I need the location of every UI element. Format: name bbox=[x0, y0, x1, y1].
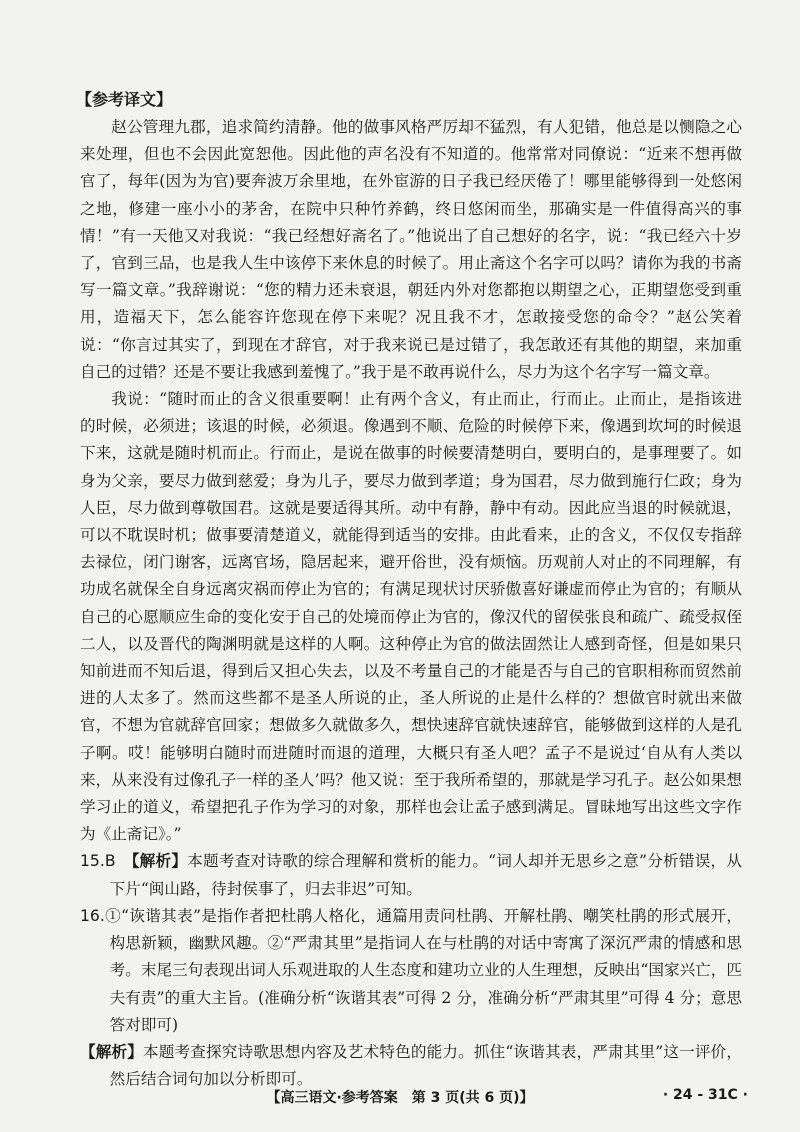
translation-paragraph-1: 赵公管理九郡，追求简约清静。他的做事风格严厉却不猛烈，有人犯错，他总是以恻隐之心来处理，但也不会因此宽恕他。因此他的声名没有不知道的。他常常对同僚说：“近来不想再做官了，每年(因为为官)要奔波万余里地，在外宦游的日子我已经厌倦了！哪里能够得到一处悠闲之地，修建一座小小的茅舍，在院中只种竹养鹤，终日悠闲而坐，那确实是一件值得高兴的事情！”有一天他又对我说：“我已经想好斋名了。”他说出了自己想好的名字，说：“我已经六十岁了，官到三品，也是我人生中该停下来休息的时候了。用止斋这个名字可以吗？请你为我的书斋写一篇文章。”我辞谢说：“您的精力还未衰退，朝廷内外对您都抱以期望之心，正期望您受到重用，造福天下，怎么能容许您现在停下来呢？况且我不才，怎敢接受您的命令？”赵公笑着说：“你言过其实了，到现在才辞官，对于我来说已是过错了，我怎敢还有其他的期望，来加重自己的过错？还是不要让我感到羞愧了。”我于是不敢再说什么，尽力为这个名字写一篇文章。 bbox=[80, 118, 742, 381]
question-16-number: 16. bbox=[80, 906, 105, 925]
translation-paragraph-2: 我说：“随时而止的含义很重要啊！止有两个含义，有止而止，行而止。止而止，是指该进的时候，必须进；该退的时候，必须退。像遇到不顺、危险的时候停下来，像遇到坎坷的时候退下来，这就是随时机而止。行而止，是说在做事的时候要清楚明白，要明白的，是事理要了。如身为父亲，要尽力做到慈爱；身为儿子，要尽力做到孝道；身为国君，尽力做到施行仁政；身为人臣，尽力做到尊敬国君。这就是要适得其所。动中有静，静中有动。因此应当退的时候就退，可以不耽误时机；做事要清楚道义，就能得到适当的安排。由此看来，止的含义，不仅仅专指辞去禄位，闭门谢客，远离官场，隐居起来，避开俗世，没有烦恼。历观前人对止的不同理解，有功成名就保全自身远离灾祸而停止为官的；有满足现状讨厌骄傲喜好谦虚而停止为官的；有顺从自己的心愿顺应生命的变化安于自己的处境而停止为官的，像汉代的留侯张良和疏广、疏受叔侄二人，以及晋代的陶渊明就是这样的人啊。这种停止为官的做法固然让人感到奇怪，但是如果只知前进而不知后退，得到后又担心失去，以及不考量自己的才能是否与自己的官职相称而贸然前进的人太多了。然而这些都不是圣人所说的止，圣人所说的止是什么样的？想做官时就出来做官，不想为官就辞官回家；想做多久就做多久，想快速辞官就快速辞官，能够做到这样的人是孔子啊。哎！能够明白随时而进随时而退的道理，大概只有圣人吧？孟子不是说过‘自从有人类以来，从来没有过像孔子一样的圣人’吗？他又说：至于我所希望的，那就是学习孔子。赵公如果想学习止的道义，希望把孔子作为学习的对象，那样也会让孟子感到满足。冒昧地写出这些文字作为《止斋记》。” bbox=[80, 390, 742, 844]
page-footer bbox=[0, 1087, 800, 1111]
question-16-analysis bbox=[80, 1039, 742, 1093]
footer-page-info: 【高三语文·参考答案 第 3 页(共 6 页)】 bbox=[266, 1090, 534, 1106]
question-16-analysis-text: 本题考查探究诗歌思想内容及艺术特色的能力。抓住“诙谐其表，严肃其里”这一评价，然后结合词句加以分析即可。 bbox=[109, 1042, 742, 1089]
question-15-answer bbox=[80, 848, 742, 902]
section-heading: 【参考译文】 bbox=[76, 90, 173, 109]
question-16-answer-text: ①“诙谐其表”是指作者把杜鹃人格化，通篇用责问杜鹃、开解杜鹃、嘲笑杜鹃的形式展开，构思新颖，幽默风趣。②“严肃其里”是指词人在与杜鹃的对话中寄寓了深沉严肃的情感和思考。末尾三句表现出词人乐观进取的人生态度和建功立业的人生理想，反映出“国家兴亡，匹夫有责”的重大主旨。(准确分析“诙谐其表”可得 2 分，准确分析“严肃其里”可得 4 分；意思答对即可) bbox=[104, 906, 742, 1034]
question-15-choice: B bbox=[104, 852, 116, 871]
question-15-analysis-text: 本题考查对诗歌的综合理解和赏析的能力。“词人却并无思乡之意”分析错误，从下片“闽山路，待封侯事了，归去非迟”可知。 bbox=[109, 852, 742, 898]
question-16-answer bbox=[80, 903, 742, 1039]
question-16-analysis-tag: 【解析】 bbox=[80, 1042, 144, 1061]
question-15-analysis-tag: 【解析】 bbox=[131, 852, 188, 871]
question-15-number: 15. bbox=[80, 852, 105, 871]
footer-exam-code: · 24 - 31C · bbox=[662, 1087, 748, 1103]
